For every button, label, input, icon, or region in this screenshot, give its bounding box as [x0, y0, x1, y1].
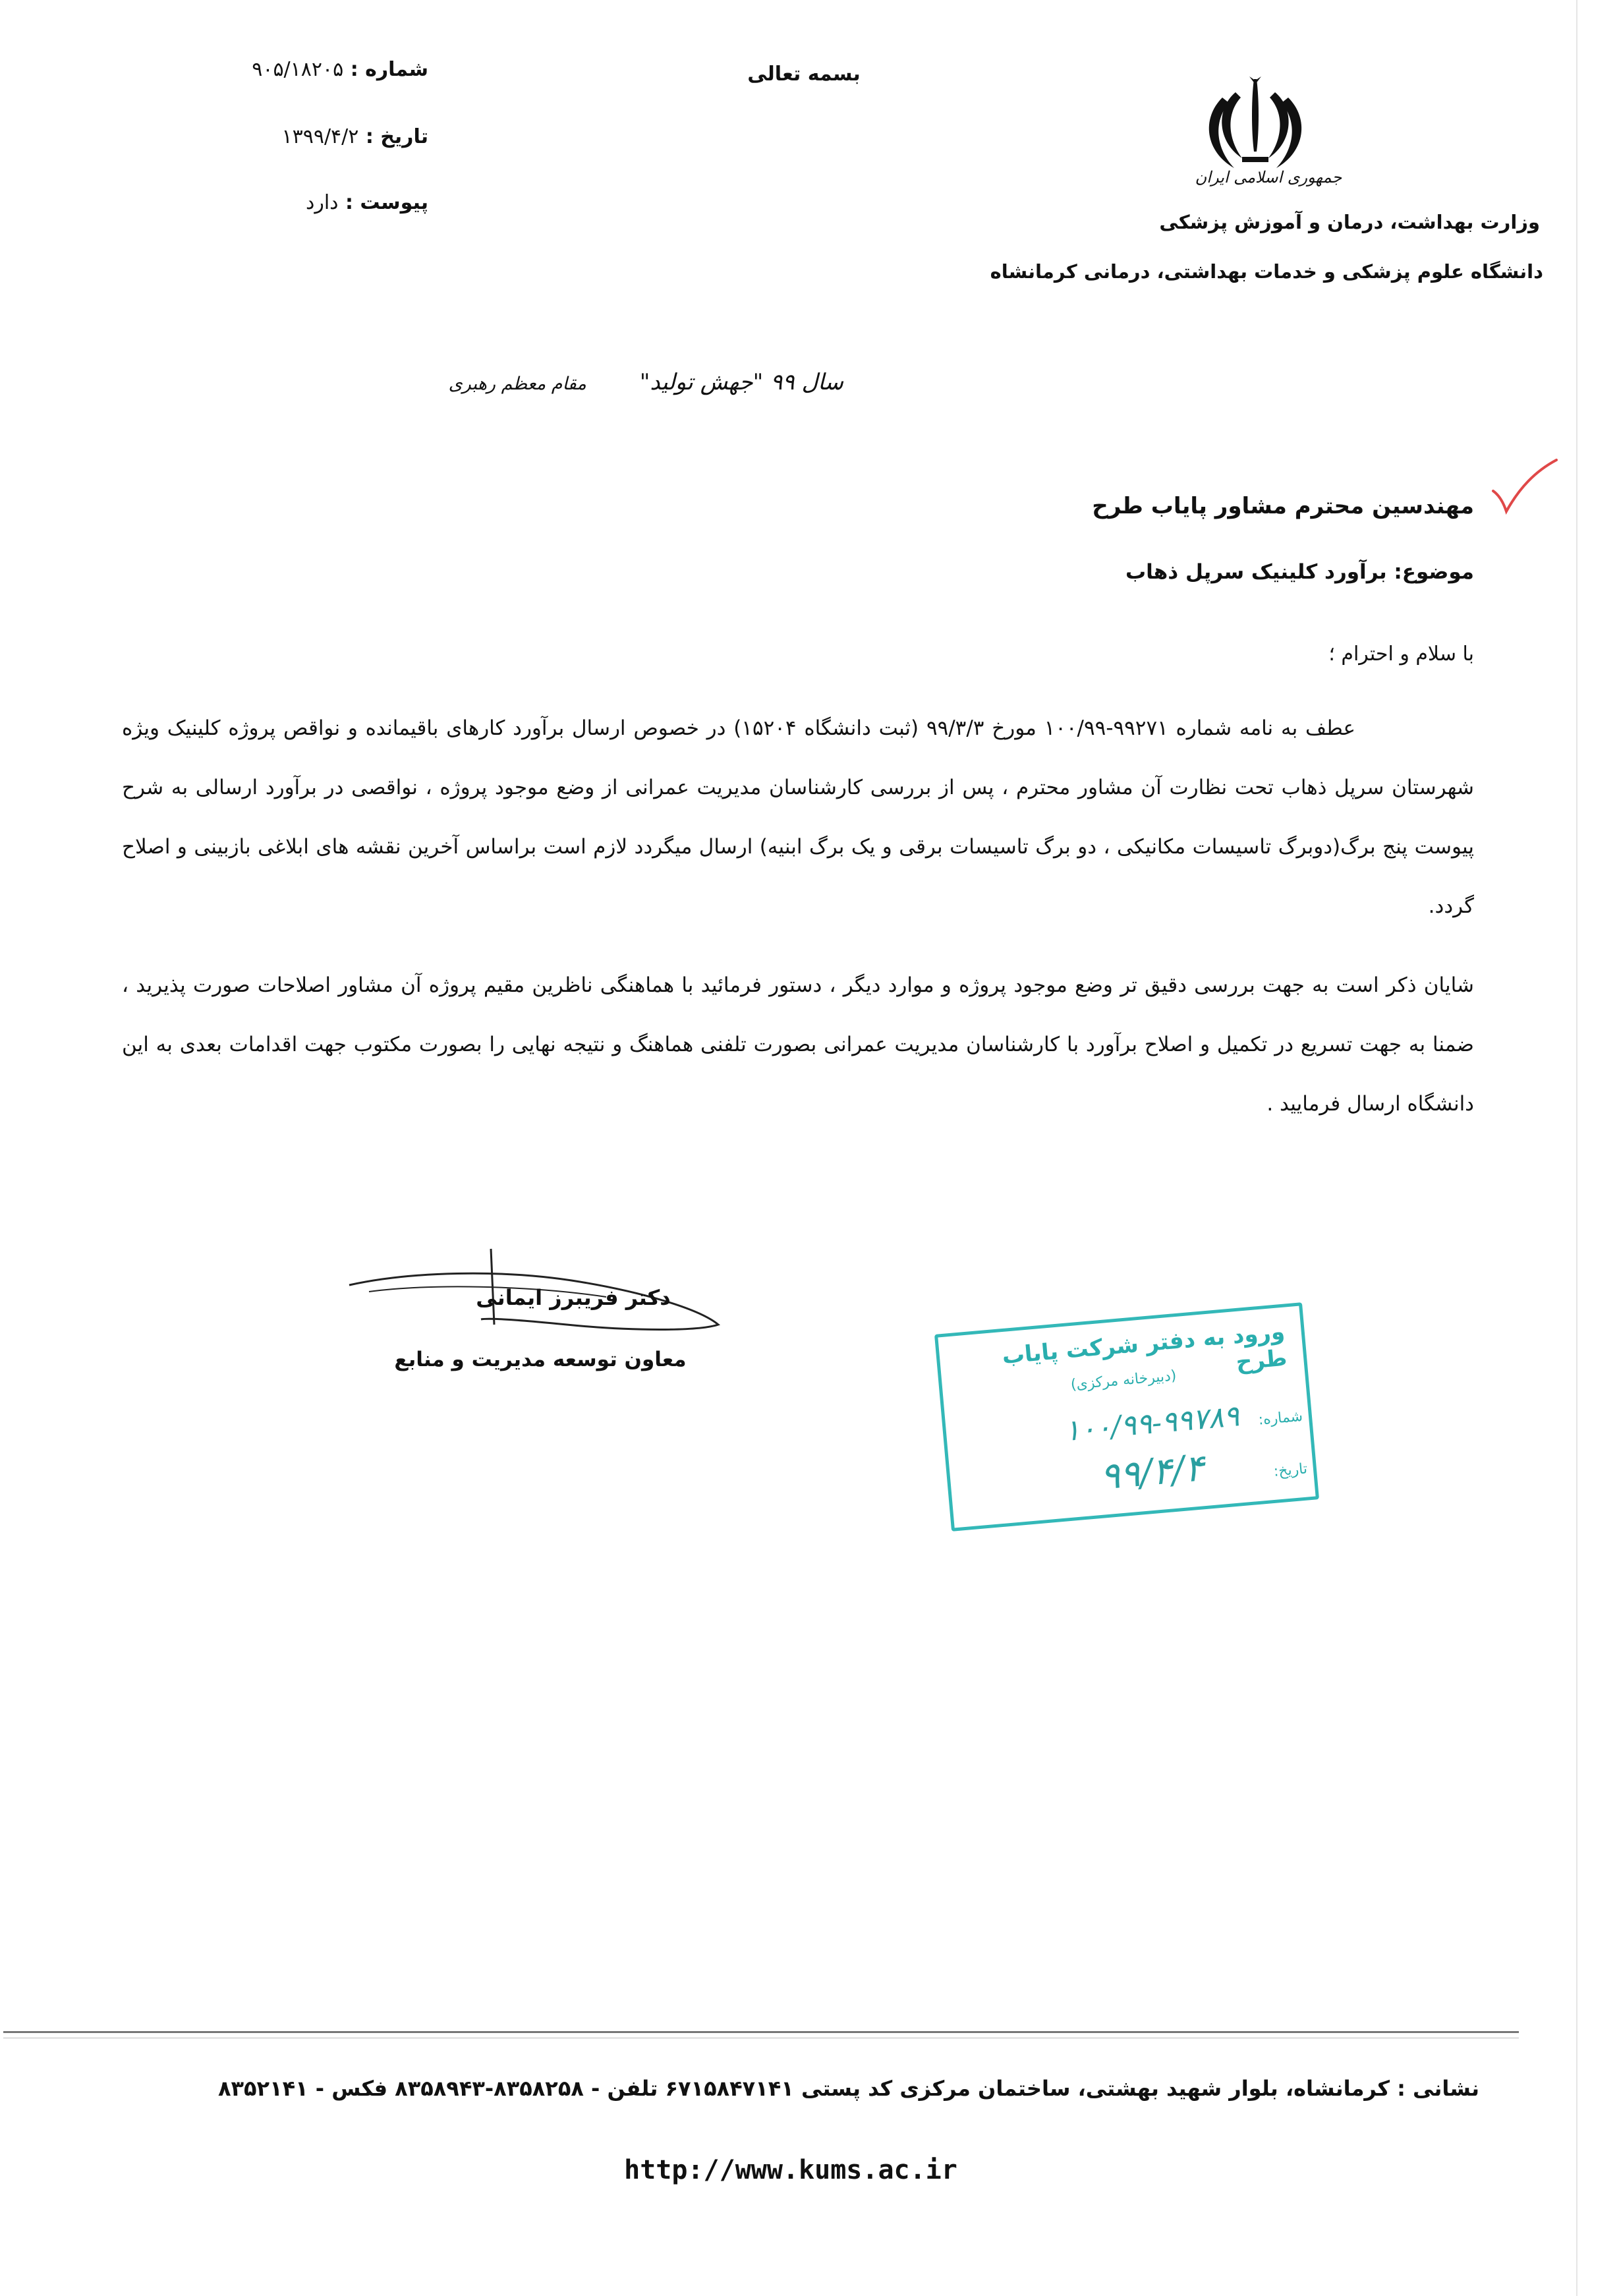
slogan-text: سال ۹۹ "جهش تولید"	[639, 369, 843, 395]
letter-subject: موضوع: برآورد کلینیک سرپل ذهاب	[1125, 560, 1474, 584]
footer-divider	[3, 2031, 1519, 2033]
attachment-value: دارد	[305, 191, 339, 214]
stamp-subtitle: (دبیرخانه مرکزی)	[1069, 1367, 1178, 1394]
letter-greeting: با سلام و احترام ؛	[1328, 643, 1474, 666]
body-paragraph-1: عطف به نامه شماره ۹۹۲۷۱-۱۰۰/۹۹ مورخ ۹۹/۳/۳ (ثبت دانشگاه ۱۵۲۰۴) در خصوص ارسال برآورد کارهای باقیمانده و نواقص پروژه کلینیک ویژه شهرستان سرپل ذهاب تحت نظارت آن مشاور محترم ، پس از بررسی کارشناسان مدیریت عمرانی از وضع موجود پروژه ، نواقصی در برآورد ارسالی به شرح پیوست پنج برگ(دوبرگ تاسیسات مکانیکی ، دو برگ تاسیسات برقی و یک برگ ابنیه) ارسال میگردد لازم است براساس آخرین نقشه های ابلاغی بازبینی و اصلاح گردد.	[122, 716, 1474, 918]
date-value: ۱۳۹۹/۴/۲	[281, 125, 359, 148]
stamp-number-value: ۱۰۰/۹۹-۹۹۷۸۹	[1063, 1399, 1241, 1449]
year-slogan	[409, 369, 843, 395]
body-paragraph-2: شایان ذکر است به جهت بررسی دقیق تر وضع موجود پروژه و موارد دیگر ، دستور فرمائید با هماهنگی ناظرین مقیم پروژه آن مشاور اصلاحات صورت پذیرید ، ضمنا به جهت تسریع در تکمیل و اصلاح برآورد با کارشناسان مدیریت عمرانی بصورت تلفنی هماهنگ و نتیجه نهایی را بصورت مکتوب جهت اقدامات بعدی به این دانشگاه ارسال فرمایید .	[122, 973, 1474, 1116]
letter-recipient: مهندسین محترم مشاور پایاب طرح	[1092, 493, 1474, 519]
stamp-date-value: ۹۹/۴/۴	[1098, 1447, 1207, 1499]
stamp-number-label: شماره:	[1257, 1408, 1304, 1429]
ministry-name	[1000, 211, 1540, 233]
receipt-stamp	[934, 1302, 1319, 1532]
date-label: تاریخ :	[365, 125, 428, 148]
bismillah-heading: بسمه تعالی	[747, 63, 861, 86]
checkmark-icon	[1488, 455, 1560, 527]
university-name	[950, 260, 1543, 283]
number-value: ۹۰۵/۱۸۲۰۵	[252, 58, 344, 81]
footer-website-link[interactable]: http://www.kums.ac.ir	[624, 2155, 957, 2185]
letter-date	[224, 125, 428, 148]
signer-name: دکتر فریبرز ایمانی	[476, 1285, 671, 1310]
stamp-title: ورود به دفتر شرکت پایاب طرح	[1001, 1318, 1288, 1376]
attachment-label: پیوست :	[345, 191, 428, 214]
letter-attachment	[224, 191, 428, 214]
slogan-attribution: مقام معظم رهبری	[448, 374, 586, 394]
footer-address: نشانی : کرمانشاه، بلوار شهید بهشتی، ساختمان مرکزی کد پستی ۶۷۱۵۸۴۷۱۴۱ تلفن - ۸۳۵۸۲۵۸-۸۳۵۸۹۴۳ فکس - ۸۳۵۲۱۴۱	[217, 2076, 1479, 2101]
university-line: دانشگاه علوم پزشکی و خدمات بهداشتی، درمانی کرمانشاه	[990, 260, 1543, 283]
iran-emblem-icon	[1196, 72, 1315, 178]
stamp-date-label: تاریخ:	[1272, 1460, 1309, 1480]
number-label: شماره :	[350, 58, 428, 81]
page-edge-line	[1576, 0, 1577, 2296]
emblem-motto: جمهوری اسلامی ایران	[1195, 168, 1342, 187]
signer-title: معاون توسعه مدیریت و منابع	[394, 1348, 687, 1371]
ministry-line: وزارت بهداشت، درمان و آموزش پزشکی	[1159, 211, 1540, 233]
letter-number	[224, 58, 428, 81]
